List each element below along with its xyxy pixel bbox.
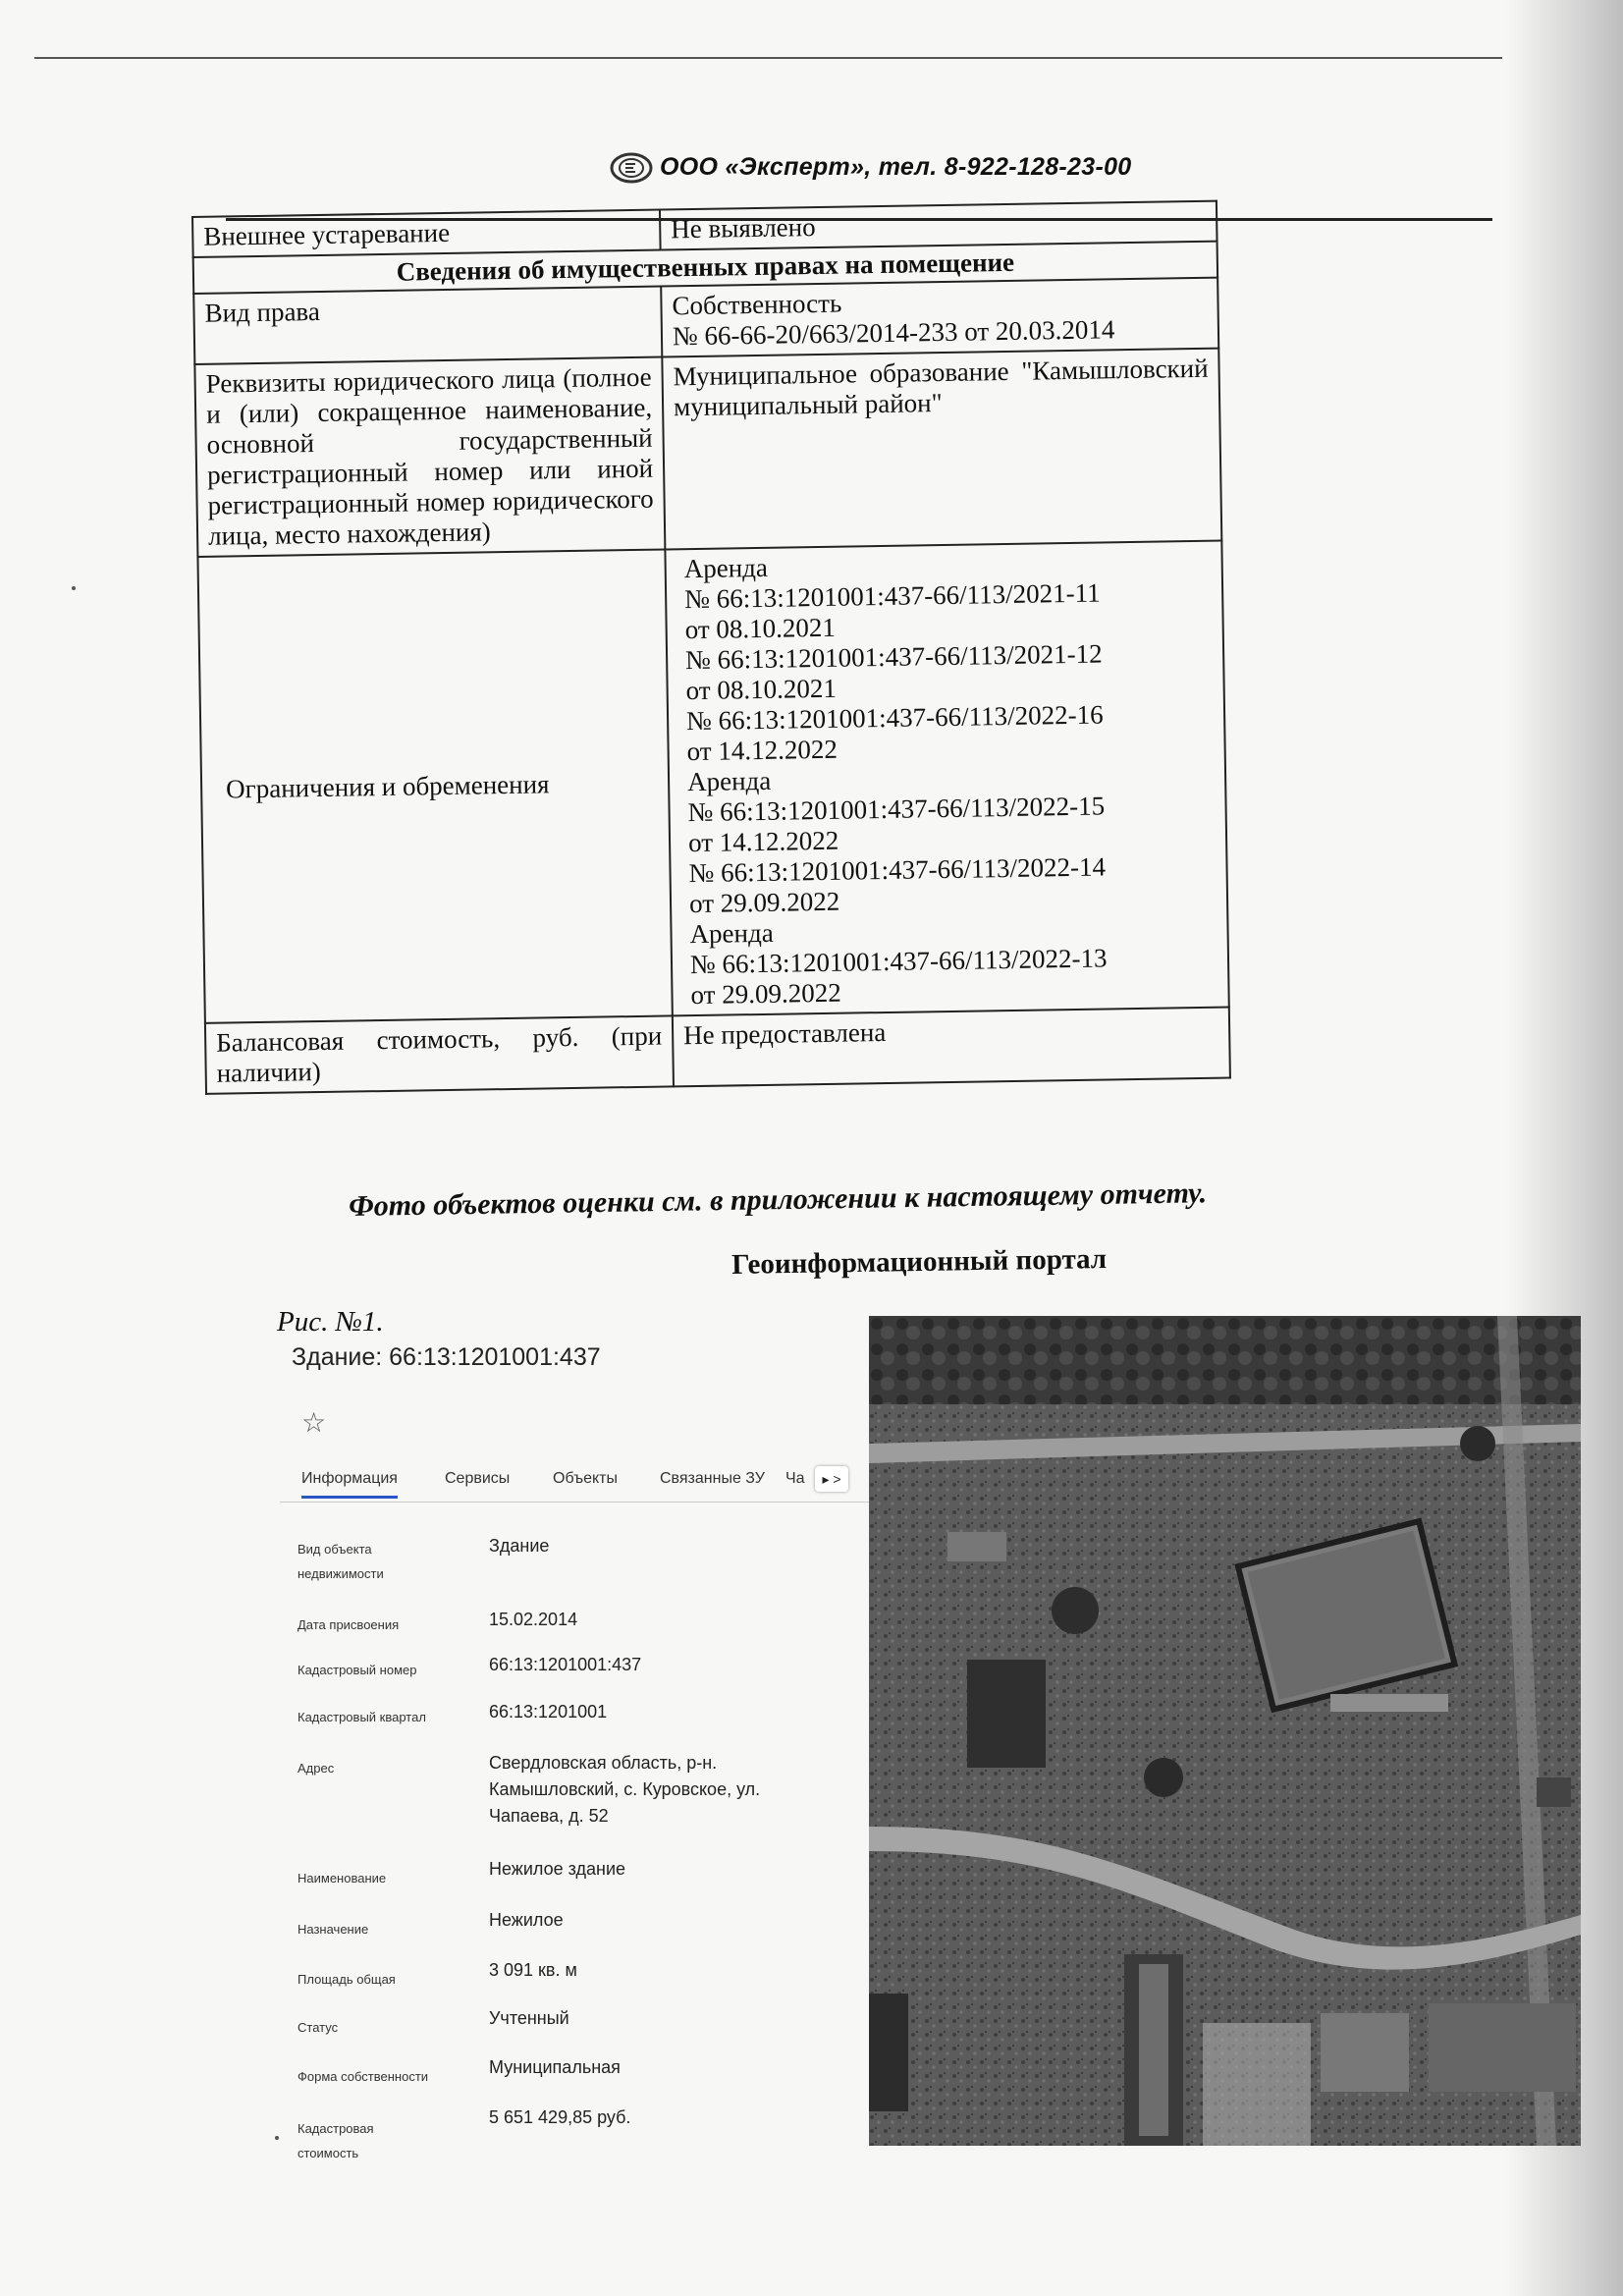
encumbrance-line: № 66:13:1201001:437-66/113/2022-14 bbox=[688, 851, 1107, 889]
info-key: Статус bbox=[298, 2020, 339, 2035]
tab-partial[interactable]: Ча bbox=[785, 1470, 805, 1487]
table-cell-label: Внешнее устаревание bbox=[192, 210, 661, 257]
right-type-value: Собственность bbox=[672, 288, 842, 321]
encumbrance-line: от 29.09.2022 bbox=[688, 886, 840, 919]
tab-objects[interactable]: Объекты bbox=[553, 1470, 618, 1487]
encumbrance-line: Аренда bbox=[686, 765, 772, 797]
table-row bbox=[194, 349, 1221, 557]
info-key: Вид объекта недвижимости bbox=[298, 1542, 384, 1581]
figure-label: Рис. №1. bbox=[277, 1306, 384, 1338]
encumbrance-line: Аренда bbox=[683, 552, 769, 584]
info-value: 3 091 кв. м bbox=[489, 1960, 577, 1980]
table-row bbox=[205, 1008, 1230, 1094]
info-key: Наименование bbox=[298, 1871, 387, 1886]
encumbrance-line: от 08.10.2021 bbox=[685, 673, 838, 706]
info-value: 66:13:1201001:437 bbox=[489, 1655, 642, 1674]
page-header bbox=[609, 149, 1492, 192]
info-key: Дата присвоения bbox=[298, 1617, 400, 1632]
photo-note: Фото объектов оценки см. в приложении к настоящему отчету. bbox=[349, 1176, 1208, 1223]
tab-information[interactable]: Информация bbox=[301, 1470, 398, 1499]
info-key: Площадь общая bbox=[298, 1972, 396, 1987]
info-value: Муниципальная bbox=[489, 2057, 621, 2077]
encumbrance-line: № 66:13:1201001:437-66/113/2021-11 bbox=[683, 577, 1101, 615]
table-cell-value: Не предоставлена bbox=[673, 1008, 1230, 1087]
geo-portal-heading: Геоинформационный портал bbox=[731, 1243, 1108, 1281]
info-value: 5 651 429,85 руб. bbox=[489, 2107, 631, 2127]
table-cell-label: Реквизиты юридического лица (полное и (или) сокращенное наименование, основной государственный регистрационный номер или иной регистрационный номер юридического лица, место нахождения) bbox=[194, 356, 665, 556]
section-title: Сведения об имущественных правах на помещение bbox=[193, 242, 1217, 294]
encumbrances-list bbox=[665, 541, 1228, 1016]
info-value: Свердловская область, р-н. Камышловский, с. Куровское, ул. Чапаева, д. 52 bbox=[489, 1753, 761, 1826]
aerial-photo bbox=[869, 1316, 1581, 2146]
info-value: 66:13:1201001 bbox=[489, 1702, 608, 1722]
company-logo-icon bbox=[609, 151, 654, 185]
info-key: Назначение bbox=[298, 1922, 369, 1937]
info-key: Кадастровый номер bbox=[298, 1663, 417, 1677]
property-rights-table bbox=[191, 200, 1231, 1095]
portal-object-title: Здание: 66:13:1201001:437 bbox=[292, 1343, 601, 1371]
info-value: Здание bbox=[489, 1536, 550, 1556]
top-rule bbox=[34, 57, 1502, 59]
info-key: Кадастровый квартал bbox=[298, 1710, 426, 1724]
info-value: Нежилое здание bbox=[489, 1859, 626, 1879]
info-value: Нежилое bbox=[489, 1910, 564, 1930]
encumbrance-line: № 66:13:1201001:437-66/113/2022-13 bbox=[689, 943, 1108, 980]
encumbrance-line: от 08.10.2021 bbox=[684, 612, 837, 645]
table-cell-value: Муниципальное образование "Камышловский муниципальный район" bbox=[662, 349, 1221, 550]
encumbrance-line: от 29.09.2022 bbox=[690, 977, 841, 1011]
info-key: Адрес bbox=[298, 1761, 335, 1776]
table-cell-value: Не выявлено bbox=[660, 201, 1217, 250]
geo-portal-screenshot bbox=[280, 1336, 879, 2200]
table-row bbox=[197, 541, 1228, 1023]
encumbrance-line: Аренда bbox=[689, 917, 774, 950]
info-value: Учтенный bbox=[489, 2008, 569, 2028]
table-cell-value bbox=[661, 278, 1218, 357]
right-registration-number: № 66-66-20/663/2014-233 от 20.03.2014 bbox=[672, 314, 1115, 352]
scan-speck bbox=[275, 2136, 279, 2140]
tab-related-plots[interactable]: Связанные ЗУ bbox=[660, 1470, 765, 1487]
encumbrance-line: от 14.12.2022 bbox=[686, 734, 839, 767]
info-key: Кадастровая стоимость bbox=[298, 2121, 374, 2160]
table-cell-label: Ограничения и обременения bbox=[197, 549, 672, 1022]
portal-tabs bbox=[280, 1458, 869, 1503]
encumbrance-line: № 66:13:1201001:437-66/113/2022-15 bbox=[687, 791, 1106, 828]
table-cell-label: Балансовая стоимость, руб. (при наличии) bbox=[205, 1015, 674, 1093]
tabs-scroll-right-button[interactable]: ▸ > bbox=[815, 1466, 848, 1492]
encumbrance-line: № 66:13:1201001:437-66/113/2021-12 bbox=[684, 638, 1103, 676]
company-header-text: ООО «Эксперт», тел. 8-922-128-23-00 bbox=[660, 153, 1132, 181]
encumbrance-line: от 14.12.2022 bbox=[687, 825, 839, 858]
scan-speck bbox=[72, 586, 76, 590]
info-value: 15.02.2014 bbox=[489, 1610, 578, 1629]
star-outline-icon[interactable]: ☆ bbox=[301, 1407, 327, 1438]
tab-services[interactable]: Сервисы bbox=[445, 1470, 511, 1487]
encumbrance-line: № 66:13:1201001:437-66/113/2022-16 bbox=[685, 699, 1104, 737]
info-key: Форма собственности bbox=[298, 2069, 429, 2084]
table-cell-label: Вид права bbox=[193, 286, 662, 363]
